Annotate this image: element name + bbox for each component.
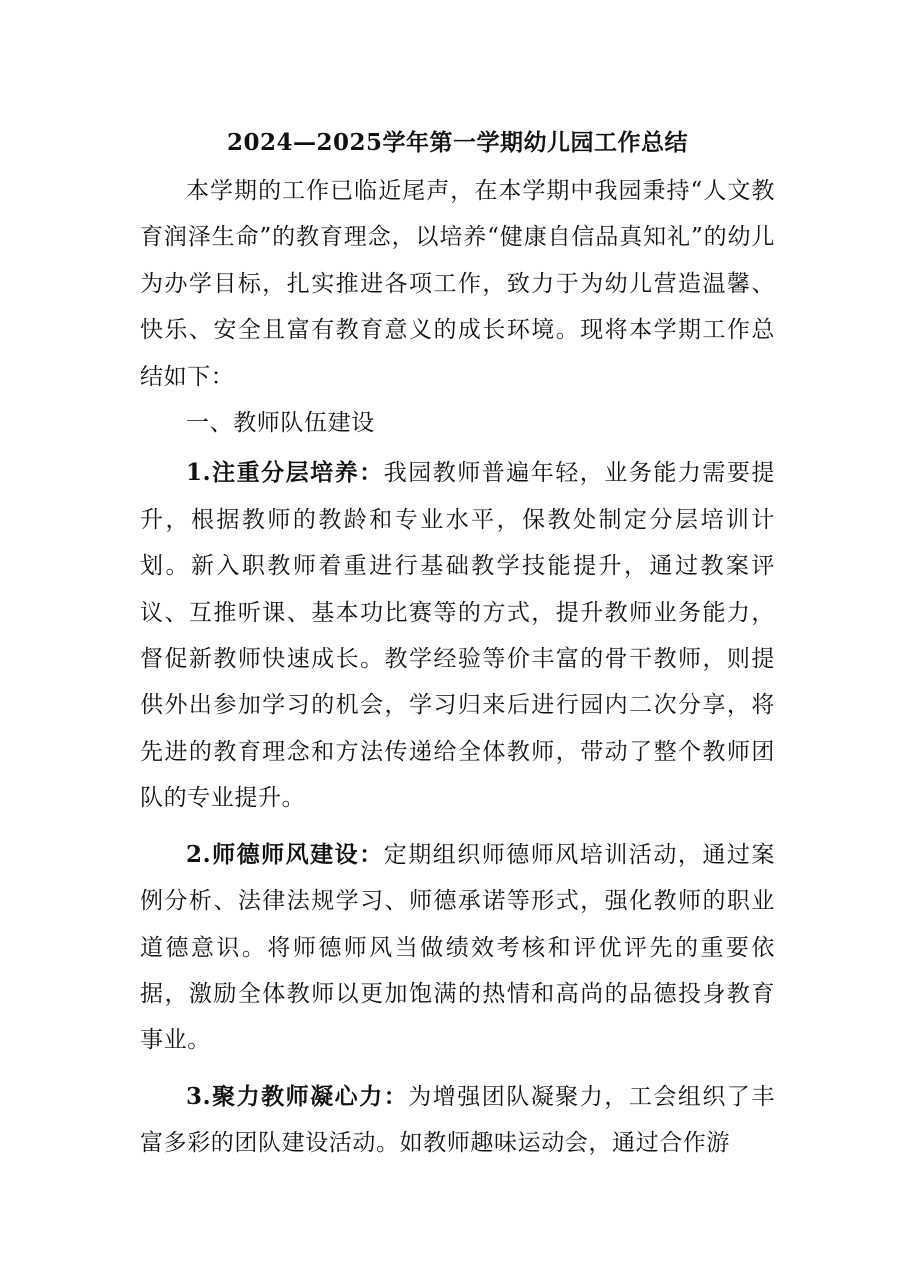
item-text-3: 为增强团队凝聚力，工会组织了丰富多彩的团队建设活动。如教师趣味运动会，通过合作游 — [140, 1083, 776, 1157]
item-text-1: 我园教师普遍年轻，业务能力需要提升，根据教师的教龄和专业水平，保教处制定分层培训计划。新入职教师着重进行基础教学技能提升，通过教案评议、互推听课、基本功比赛等的方式，提升教师业务能力，督促新教师快速成长。教学经验等价丰富的骨干教师，则提供外出参加学习的机会，学习归来后进行园内二次分享，将先进的教育理念和方法传递给全体教师，带动了整个教师团队的专业提升。 — [140, 460, 775, 812]
document-title: 2024—2025学年第一学期幼儿园工作总结 — [226, 129, 689, 156]
item-label-1: 1.注重分层培养： — [186, 459, 384, 487]
section-heading-teacher-team: 一、教师队伍建设 — [186, 410, 375, 437]
item-text-2: 定期组织师德师风培训活动，通过案例分析、法律法规学习、师德承诺等形式，强化教师的职业道德意识。将师德师风当做绩效考核和评优评先的重要依据，激励全体教师以更加饱满的热情和高尚的品德投身教育事业。 — [140, 841, 775, 1054]
item-paragraph-1 — [140, 450, 775, 821]
item-label-3: 3.聚力教师凝心力： — [186, 1082, 409, 1110]
item-paragraph-2 — [140, 832, 775, 1064]
item-paragraph-3 — [140, 1074, 775, 1167]
item-label-2: 2.师德师风建设： — [186, 840, 384, 868]
intro-paragraph: 本学期的工作已临近尾声，在本学期中我园秉持“人文教育润泽生命”的教育理念，以培养“健康自信品真知礼”的幼儿为办学目标，扎实推进各项工作，致力于为幼儿营造温馨、快乐、安全且富有教育意义的成长环境。现将本学期工作总结如下： — [140, 178, 775, 390]
